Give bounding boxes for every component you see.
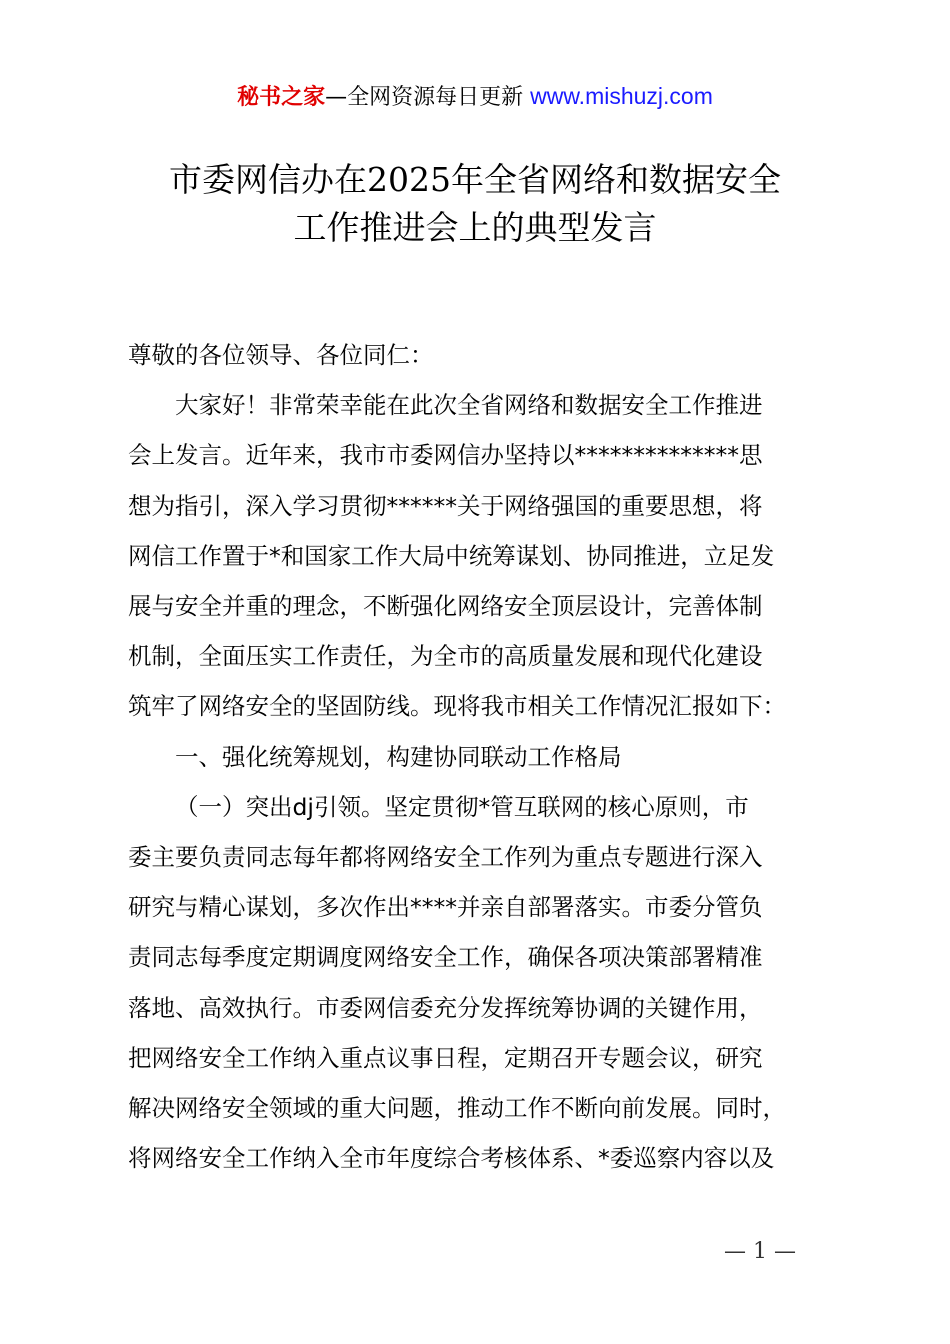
paragraph-2-line: （一）突出dj引领。坚定贯彻*管互联网的核心原则，市 bbox=[175, 792, 749, 821]
paragraph-2-line: 委主要负责同志每年都将网络安全工作列为重点专题进行深入 bbox=[128, 843, 763, 872]
paragraph-1-line: 筑牢了网络安全的坚固防线。现将我市相关工作情况汇报如下： bbox=[128, 692, 786, 721]
paragraph-1-line: 展与安全并重的理念，不断强化网络安全顶层设计，完善体制 bbox=[128, 592, 763, 621]
paragraph-2-line: 将网络安全工作纳入全市年度综合考核体系、*委巡察内容以及 bbox=[128, 1144, 775, 1173]
site-header bbox=[0, 80, 950, 114]
paragraph-1-line: 会上发言。近年来，我市市委网信办坚持以**************思 bbox=[128, 441, 763, 470]
title-line-2: 工作推进会上的典型发言 bbox=[293, 208, 657, 247]
document-body bbox=[128, 330, 832, 1183]
title-line-1: 市委网信办在2025年全省网络和数据安全 bbox=[169, 160, 781, 199]
paragraph-1-line: 大家好！非常荣幸能在此次全省网络和数据安全工作推进 bbox=[175, 391, 763, 420]
document-title bbox=[0, 156, 950, 252]
paragraph-1-line: 机制，全面压实工作责任，为全市的高质量发展和现代化建设 bbox=[128, 642, 763, 671]
paragraph-2-line: 研究与精心谋划，多次作出****并亲自部署落实。市委分管负 bbox=[128, 893, 763, 922]
site-url-link[interactable]: www.mishuzj.com bbox=[530, 83, 713, 109]
site-slogan: —全网资源每日更新 bbox=[325, 85, 531, 110]
section-heading: 一、强化统筹规划，构建协同联动工作格局 bbox=[175, 742, 622, 771]
paragraph-2-line: 责同志每季度定期调度网络安全工作，确保各项决策部署精准 bbox=[128, 943, 763, 972]
page-number: — 1 — bbox=[724, 1239, 796, 1264]
paragraph-1-line: 想为指引，深入学习贯彻******关于网络强国的重要思想，将 bbox=[128, 491, 763, 520]
paragraph-1-line: 网信工作置于*和国家工作大局中统筹谋划、协同推进，立足发 bbox=[128, 541, 775, 570]
salutation: 尊敬的各位领导、各位同仁： bbox=[128, 341, 434, 369]
brand-name: 秘书之家 bbox=[237, 85, 326, 110]
paragraph-2-line: 把网络安全工作纳入重点议事日程，定期召开专题会议，研究 bbox=[128, 1043, 763, 1072]
paragraph-2-line: 落地、高效执行。市委网信委充分发挥统筹协调的关键作用， bbox=[128, 993, 763, 1022]
paragraph-2-line: 解决网络安全领域的重大问题，推动工作不断向前发展。同时， bbox=[128, 1094, 786, 1123]
